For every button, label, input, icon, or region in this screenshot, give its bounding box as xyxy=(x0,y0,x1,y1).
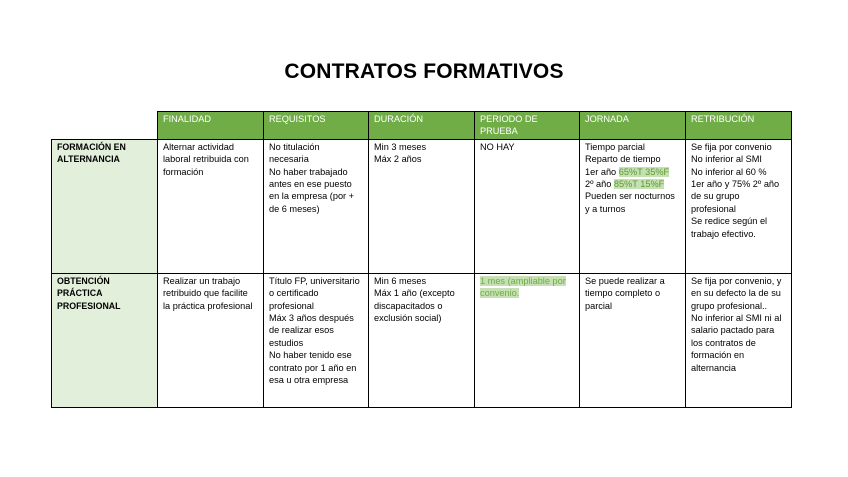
cell-line: salario pactado para xyxy=(691,325,775,336)
cell-line: contrato por 1 año en xyxy=(269,362,357,373)
cell-duracion xyxy=(369,139,475,273)
row-label-line: PRÁCTICA xyxy=(57,288,103,299)
cell-line: estudios xyxy=(269,337,304,348)
highlighted-text: 1 mes (ampliable por xyxy=(480,275,566,286)
row-label-line: PROFESIONAL xyxy=(57,300,121,311)
cell-line: parcial xyxy=(585,300,613,311)
cell-line: No inferior al 60 % xyxy=(691,166,767,177)
row-label-obtencion-practica xyxy=(52,273,158,407)
cell-line: Máx 1 año (excepto xyxy=(374,288,455,299)
cell-line: laboral retribuida con xyxy=(163,154,249,165)
cell-line: Reparto de tiempo xyxy=(585,154,661,165)
cell-requisitos xyxy=(264,273,369,407)
cell-line: grupo profesional.. xyxy=(691,300,768,311)
cell-line: en la empresa (por + xyxy=(269,191,355,202)
cell-line: tiempo completo o xyxy=(585,288,661,299)
cell-line: o certificado xyxy=(269,288,319,299)
cell-periodo-prueba xyxy=(475,139,580,273)
cell-line: Se fija por convenio xyxy=(691,141,772,152)
cell-jornada xyxy=(580,273,686,407)
header-retribucion: RETRIBUCIÓN xyxy=(686,112,792,140)
cell-line: Alternar actividad xyxy=(163,141,234,152)
cell-retribucion xyxy=(686,273,792,407)
cell-line: exclusión social) xyxy=(374,313,442,324)
cell-line: antes en ese puesto xyxy=(269,179,352,190)
row-label-line: OBTENCIÓN xyxy=(57,275,110,286)
cell-line: Pueden ser nocturnos xyxy=(585,191,675,202)
cell-line: de su grupo xyxy=(691,191,740,202)
cell-line: Realizar un trabajo xyxy=(163,275,241,286)
cell-periodo-prueba xyxy=(475,273,580,407)
cell-line: y a turnos xyxy=(585,203,626,214)
row-label-line: ALTERNANCIA xyxy=(57,154,120,165)
cell-duracion xyxy=(369,273,475,407)
highlighted-text: convenio. xyxy=(480,288,520,299)
header-duracion: DURACIÓN xyxy=(369,112,475,140)
cell-line: profesional xyxy=(269,300,314,311)
cell-line: Se redice según el xyxy=(691,216,768,227)
highlighted-text: 85%T 15%F xyxy=(613,179,665,190)
cell-line: alternancia xyxy=(691,362,736,373)
cell-line: Tiempo parcial xyxy=(585,141,645,152)
cell-line: No inferior al SMI xyxy=(691,154,762,165)
cell-line: 1er año y 75% 2º año xyxy=(691,179,780,190)
page-title: CONTRATOS FORMATIVOS xyxy=(284,60,564,83)
cell-line: No titulación xyxy=(269,141,320,152)
cell-jornada xyxy=(580,139,686,273)
cell-line: los contratos de xyxy=(691,337,756,348)
cell-line: NO HAY xyxy=(480,141,515,152)
cell-line: Se puede realizar a xyxy=(585,275,665,286)
cell-line xyxy=(585,166,680,178)
cell-line xyxy=(480,275,574,287)
contracts-table xyxy=(51,111,792,408)
row-label-formacion-alternancia xyxy=(52,139,158,273)
cell-line: trabajo efectivo. xyxy=(691,228,756,239)
table-row xyxy=(52,273,792,407)
cell-line: Min 6 meses xyxy=(374,275,427,286)
header-jornada: JORNADA xyxy=(580,112,686,140)
cell-line: Máx 2 años xyxy=(374,154,422,165)
cell-line: No haber tenido ese xyxy=(269,350,352,361)
cell-line: Se fija por convenio, y xyxy=(691,275,782,286)
header-requisitos: REQUISITOS xyxy=(264,112,369,140)
header-row xyxy=(52,112,792,140)
cell-line: en su defecto la de su xyxy=(691,288,781,299)
cell-line: No haber trabajado xyxy=(269,166,348,177)
cell-line: Min 3 meses xyxy=(374,141,427,152)
cell-line: No inferior al SMI ni al xyxy=(691,313,782,324)
row-label-line: FORMACIÓN EN xyxy=(57,141,126,152)
cell-line: formación en xyxy=(691,350,745,361)
cell-text: 2º año xyxy=(585,179,614,190)
header-corner xyxy=(52,112,158,140)
cell-line: esa u otra empresa xyxy=(269,375,349,386)
highlighted-text: 65%T 35%F xyxy=(618,166,670,177)
header-finalidad: FINALIDAD xyxy=(158,112,264,140)
cell-line xyxy=(585,178,680,190)
cell-retribucion xyxy=(686,139,792,273)
cell-line: Título FP, universitario xyxy=(269,275,360,286)
cell-line: Máx 3 años después xyxy=(269,313,354,324)
cell-line: de 6 meses) xyxy=(269,203,320,214)
cell-line xyxy=(480,287,574,299)
cell-text: 1er año xyxy=(585,166,619,177)
cell-line: formación xyxy=(163,166,204,177)
header-periodo-prueba: PERIODO DE PRUEBA xyxy=(475,112,580,140)
cell-finalidad xyxy=(158,273,264,407)
cell-line: necesaria xyxy=(269,154,309,165)
cell-line: retribuido que facilite xyxy=(163,288,248,299)
table-row xyxy=(52,139,792,273)
cell-finalidad xyxy=(158,139,264,273)
cell-line: discapacitados o xyxy=(374,300,443,311)
cell-line: de realizar esos xyxy=(269,325,334,336)
cell-line: profesional xyxy=(691,203,736,214)
cell-line: la práctica profesional xyxy=(163,300,253,311)
cell-requisitos xyxy=(264,139,369,273)
